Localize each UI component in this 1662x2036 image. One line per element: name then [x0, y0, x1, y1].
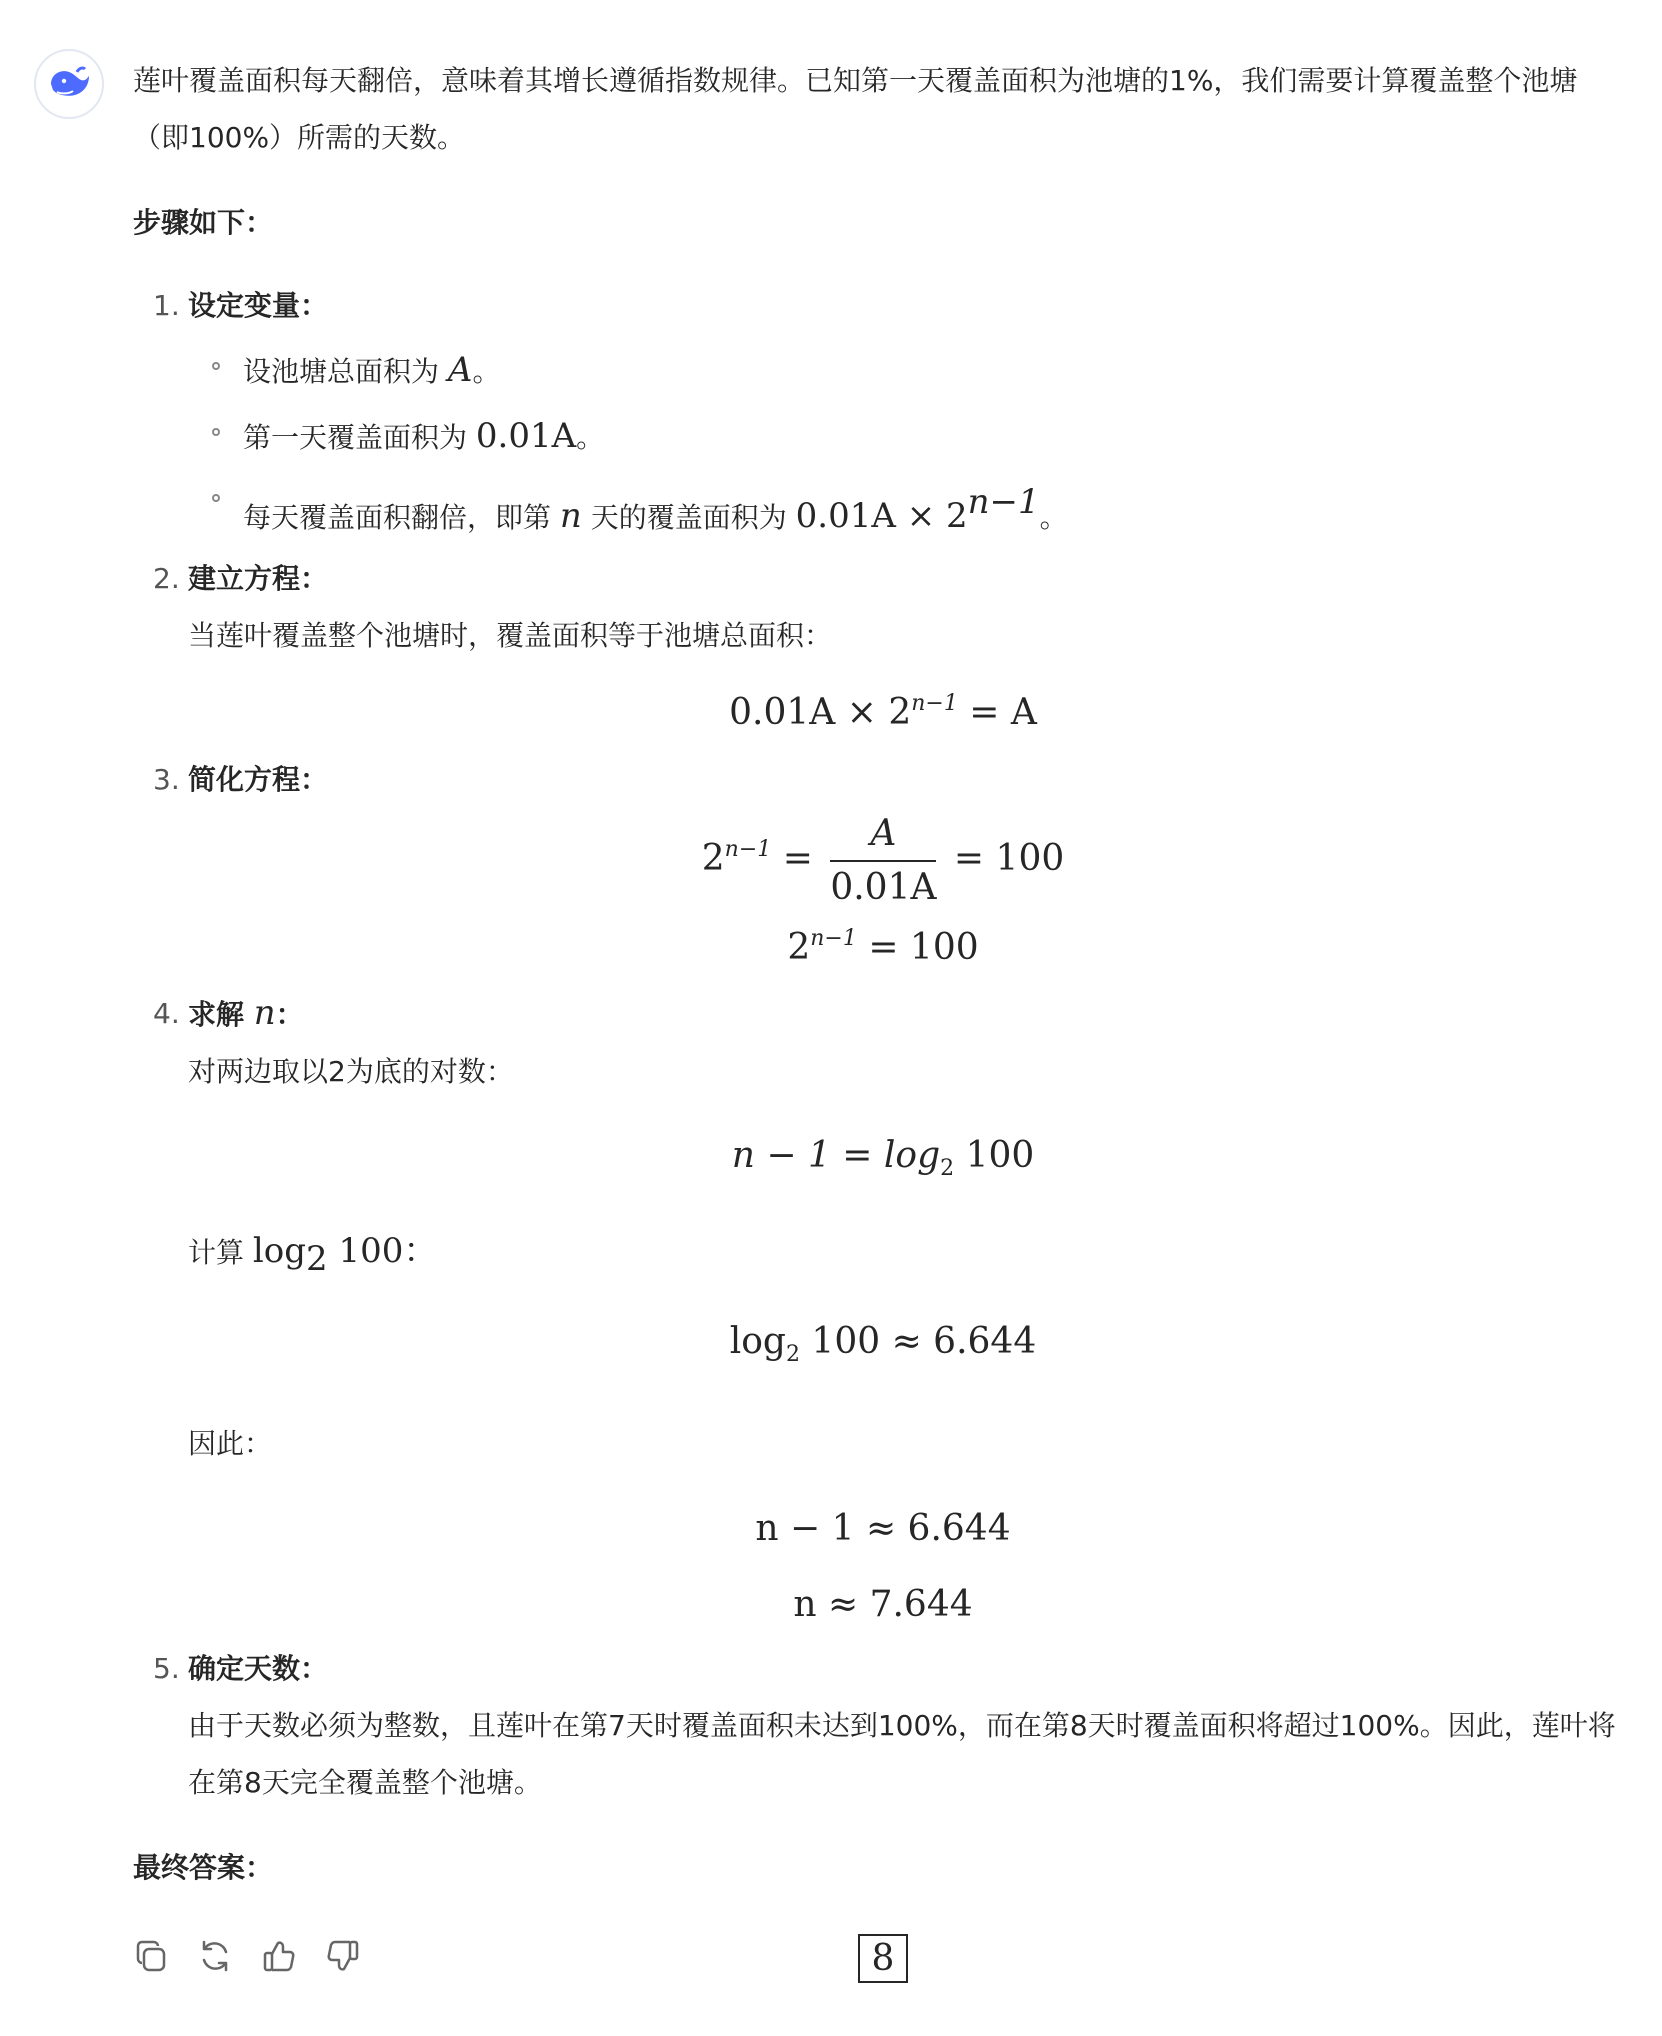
step-3	[133, 751, 1633, 979]
math-var: n	[253, 993, 276, 1033]
step-number: 4.	[153, 997, 180, 1030]
bullet-icon	[212, 362, 220, 370]
eq-base: 2	[787, 927, 811, 968]
copy-icon[interactable]	[133, 1938, 169, 1974]
thumbs-down-icon[interactable]	[325, 1938, 361, 1974]
list-item	[188, 338, 1633, 404]
eq-subscript: 2	[940, 1156, 955, 1181]
step-desc: 对两边取以2为底的对数：	[188, 1055, 514, 1088]
eq-rhs: = 100	[856, 927, 979, 968]
fraction	[830, 814, 936, 908]
step-title: 设定变量：	[188, 289, 329, 322]
step-number: 1.	[153, 289, 180, 322]
step-number: 3.	[153, 763, 180, 796]
step-desc: 因此：	[188, 1427, 273, 1460]
item-tail: 。	[576, 421, 605, 454]
equation: n ≈ 7.644	[793, 1584, 973, 1625]
eq-rhs: = A	[957, 692, 1037, 733]
step-desc	[188, 1223, 1633, 1288]
equation	[133, 908, 1633, 979]
bullet-icon	[212, 494, 220, 502]
list-item	[188, 404, 1633, 470]
step-desc: 由于天数必须为整数，且莲叶在第7天时覆盖面积未达到100%，而在第8天时覆盖面积将超过100%。因此，莲叶将在第8天完全覆盖整个池塘。	[188, 1709, 1616, 1799]
item-tail: 。	[1039, 501, 1068, 534]
steps-list	[133, 277, 1633, 1811]
item-text: 每天覆盖面积翻倍，即第	[243, 501, 560, 534]
step-title: 建立方程：	[188, 562, 329, 595]
math-subscript: 2	[306, 1239, 328, 1279]
desc-tail: 100：	[327, 1231, 438, 1271]
bullet-icon	[212, 428, 220, 436]
intro-text: 莲叶覆盖面积每天翻倍，意味着其增长遵循指数规律。已知第一天覆盖面积为池塘的1%，我们需要计算覆盖整个池塘（即100%）所需的天数。	[133, 64, 1578, 154]
regenerate-icon[interactable]	[197, 1938, 233, 1974]
eq-subscript: 2	[785, 1342, 800, 1367]
step-title: 简化方程：	[188, 763, 329, 796]
step-desc: 当莲叶覆盖整个池塘时，覆盖面积等于池塘总面积：	[188, 619, 833, 652]
message-actions	[133, 1938, 361, 1974]
eq-exponent: n−1	[911, 691, 958, 716]
step-title-tail: ：	[275, 998, 304, 1031]
item-tail: 。	[472, 355, 501, 388]
step-1-items	[188, 338, 1633, 550]
numerator: A	[830, 814, 936, 862]
eq-rhs: = 100	[942, 838, 1065, 879]
eq-lhs: n − 1 = log	[731, 1135, 941, 1176]
final-heading: 最终答案：	[133, 1851, 274, 1884]
equation: n − 1 ≈ 6.644	[755, 1508, 1011, 1549]
denominator: 0.01A	[830, 867, 937, 908]
equation	[133, 814, 1633, 908]
eq-lhs: 0.01A × 2	[729, 692, 912, 733]
assistant-message	[133, 52, 1633, 1983]
step-4	[133, 985, 1633, 1636]
thumbs-up-icon[interactable]	[261, 1938, 297, 1974]
step-title: 确定天数：	[188, 1652, 329, 1685]
step-5	[133, 1640, 1633, 1811]
equation	[133, 674, 1633, 743]
item-text-mid: 天的覆盖面积为	[581, 501, 796, 534]
step-2	[133, 550, 1633, 743]
math-expr: log	[252, 1231, 307, 1271]
math-expr: 0.01A × 2	[795, 496, 968, 536]
steps-heading: 步骤如下：	[133, 206, 274, 239]
eq-lhs: log	[729, 1321, 786, 1362]
item-text: 设池塘总面积为	[243, 355, 448, 388]
step-1	[133, 277, 1633, 550]
item-text: 第一天覆盖面积为	[243, 421, 476, 454]
desc-text: 计算	[188, 1236, 253, 1269]
step-number: 5.	[153, 1652, 180, 1685]
math-exponent: n−1	[967, 482, 1040, 522]
assistant-avatar	[34, 49, 104, 119]
step-title: 求解	[188, 998, 254, 1031]
boxed-answer: 8	[858, 1934, 909, 1983]
eq-rhs: 100 ≈ 6.644	[799, 1321, 1037, 1362]
eq-rhs: 100	[954, 1135, 1035, 1176]
math-var: n	[559, 496, 582, 536]
eq-base: 2	[701, 838, 725, 879]
deepseek-whale-icon	[47, 64, 91, 104]
list-item	[188, 470, 1633, 550]
equation	[133, 1312, 1633, 1385]
math-expr: 0.01A	[475, 416, 577, 456]
equation	[133, 1126, 1633, 1199]
math-var: A	[447, 350, 473, 390]
step-number: 2.	[153, 562, 180, 595]
eq-exponent: n−1	[810, 926, 857, 951]
eq-sign: =	[771, 838, 825, 879]
eq-exponent: n−1	[724, 837, 772, 862]
